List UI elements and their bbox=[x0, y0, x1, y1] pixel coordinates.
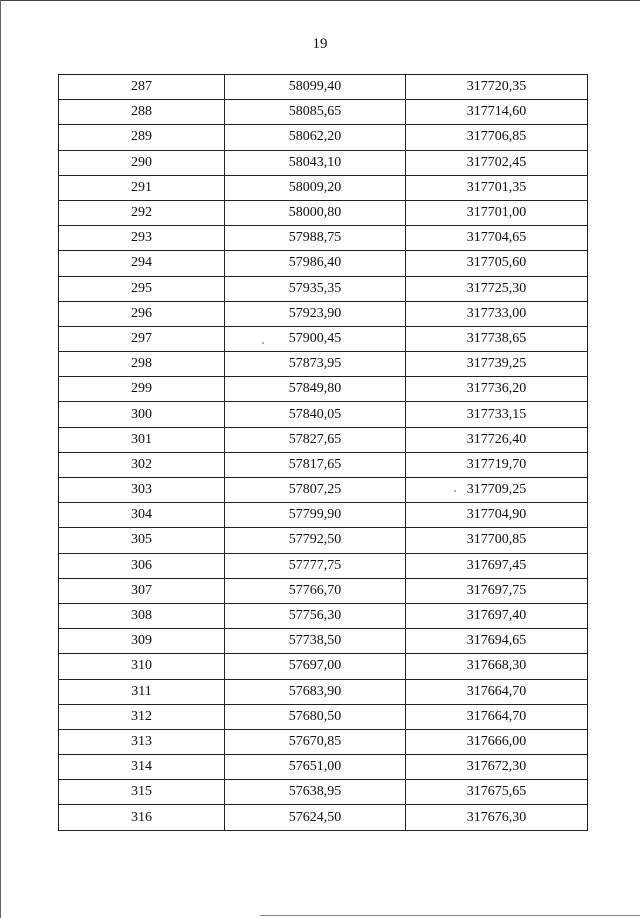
point-number-cell: 309 bbox=[59, 629, 225, 654]
x-coordinate-cell: 57738,50 bbox=[225, 629, 406, 654]
point-number-cell: 310 bbox=[59, 654, 225, 679]
point-number-cell: 290 bbox=[59, 150, 225, 175]
table-row bbox=[59, 427, 588, 452]
table-row bbox=[59, 226, 588, 251]
y-coordinate-cell: 317720,35 bbox=[406, 75, 588, 100]
table-row bbox=[59, 276, 588, 301]
y-coordinate-cell: 317733,00 bbox=[406, 301, 588, 326]
y-coordinate-cell: 317664,70 bbox=[406, 704, 588, 729]
x-coordinate-cell: 57638,95 bbox=[225, 780, 406, 805]
coordinates-table bbox=[58, 74, 588, 831]
point-number-cell: 307 bbox=[59, 578, 225, 603]
point-number-cell: 302 bbox=[59, 452, 225, 477]
page-edge-left bbox=[0, 0, 1, 918]
table-row bbox=[59, 175, 588, 200]
y-coordinate-cell: 317664,70 bbox=[406, 679, 588, 704]
point-number-cell: 314 bbox=[59, 755, 225, 780]
point-number-cell: 313 bbox=[59, 729, 225, 754]
table-row bbox=[59, 377, 588, 402]
table-row bbox=[59, 654, 588, 679]
table-row bbox=[59, 503, 588, 528]
point-number-cell: 305 bbox=[59, 528, 225, 553]
table-row bbox=[59, 805, 588, 830]
y-coordinate-cell: 317725,30 bbox=[406, 276, 588, 301]
x-coordinate-cell: 57988,75 bbox=[225, 226, 406, 251]
point-number-cell: 301 bbox=[59, 427, 225, 452]
point-number-cell: 294 bbox=[59, 251, 225, 276]
table-row bbox=[59, 251, 588, 276]
y-coordinate-cell: 317719,70 bbox=[406, 452, 588, 477]
point-number-cell: 289 bbox=[59, 125, 225, 150]
x-coordinate-cell: 57986,40 bbox=[225, 251, 406, 276]
x-coordinate-cell: 57683,90 bbox=[225, 679, 406, 704]
point-number-cell: 303 bbox=[59, 478, 225, 503]
point-number-cell: 295 bbox=[59, 276, 225, 301]
x-coordinate-cell: 58000,80 bbox=[225, 200, 406, 225]
x-coordinate-cell: 58062,20 bbox=[225, 125, 406, 150]
table-row bbox=[59, 729, 588, 754]
point-number-cell: 316 bbox=[59, 805, 225, 830]
point-number-cell: 315 bbox=[59, 780, 225, 805]
point-number-cell: 300 bbox=[59, 402, 225, 427]
y-coordinate-cell: 317697,45 bbox=[406, 553, 588, 578]
x-coordinate-cell: 58043,10 bbox=[225, 150, 406, 175]
y-coordinate-cell: 317706,85 bbox=[406, 125, 588, 150]
y-coordinate-cell: 317709,25 bbox=[406, 478, 588, 503]
table-row bbox=[59, 603, 588, 628]
page-edge-top bbox=[0, 0, 640, 1]
y-coordinate-cell: 317702,45 bbox=[406, 150, 588, 175]
x-coordinate-cell: 57697,00 bbox=[225, 654, 406, 679]
y-coordinate-cell: 317738,65 bbox=[406, 326, 588, 351]
y-coordinate-cell: 317672,30 bbox=[406, 755, 588, 780]
table-row bbox=[59, 755, 588, 780]
x-coordinate-cell: 57840,05 bbox=[225, 402, 406, 427]
table-row bbox=[59, 704, 588, 729]
point-number-cell: 308 bbox=[59, 603, 225, 628]
table-row bbox=[59, 553, 588, 578]
coordinates-table-body bbox=[59, 75, 588, 831]
x-coordinate-cell: 57792,50 bbox=[225, 528, 406, 553]
x-coordinate-cell: 57651,00 bbox=[225, 755, 406, 780]
y-coordinate-cell: 317676,30 bbox=[406, 805, 588, 830]
table-row bbox=[59, 578, 588, 603]
x-coordinate-cell: 57756,30 bbox=[225, 603, 406, 628]
table-row bbox=[59, 629, 588, 654]
table-row bbox=[59, 326, 588, 351]
x-coordinate-cell: 57680,50 bbox=[225, 704, 406, 729]
x-coordinate-cell: 57766,70 bbox=[225, 578, 406, 603]
y-coordinate-cell: 317704,90 bbox=[406, 503, 588, 528]
y-coordinate-cell: 317704,65 bbox=[406, 226, 588, 251]
table-row bbox=[59, 301, 588, 326]
table-row bbox=[59, 528, 588, 553]
point-number-cell: 292 bbox=[59, 200, 225, 225]
table-row bbox=[59, 150, 588, 175]
x-coordinate-cell: 57827,65 bbox=[225, 427, 406, 452]
x-coordinate-cell: 57670,85 bbox=[225, 729, 406, 754]
point-number-cell: 311 bbox=[59, 679, 225, 704]
point-number-cell: 287 bbox=[59, 75, 225, 100]
x-coordinate-cell: 57923,90 bbox=[225, 301, 406, 326]
point-number-cell: 304 bbox=[59, 503, 225, 528]
y-coordinate-cell: 317666,00 bbox=[406, 729, 588, 754]
y-coordinate-cell: 317733,15 bbox=[406, 402, 588, 427]
y-coordinate-cell: 317701,35 bbox=[406, 175, 588, 200]
y-coordinate-cell: 317714,60 bbox=[406, 100, 588, 125]
x-coordinate-cell: 58009,20 bbox=[225, 175, 406, 200]
x-coordinate-cell: 57849,80 bbox=[225, 377, 406, 402]
scan-speck bbox=[262, 342, 264, 344]
y-coordinate-cell: 317694,65 bbox=[406, 629, 588, 654]
y-coordinate-cell: 317736,20 bbox=[406, 377, 588, 402]
table-row bbox=[59, 478, 588, 503]
scan-speck bbox=[454, 490, 456, 492]
y-coordinate-cell: 317675,65 bbox=[406, 780, 588, 805]
table-row bbox=[59, 780, 588, 805]
point-number-cell: 288 bbox=[59, 100, 225, 125]
table-row bbox=[59, 75, 588, 100]
table-row bbox=[59, 352, 588, 377]
x-coordinate-cell: 57900,45 bbox=[225, 326, 406, 351]
point-number-cell: 299 bbox=[59, 377, 225, 402]
x-coordinate-cell: 58085,65 bbox=[225, 100, 406, 125]
x-coordinate-cell: 57799,90 bbox=[225, 503, 406, 528]
y-coordinate-cell: 317697,75 bbox=[406, 578, 588, 603]
point-number-cell: 312 bbox=[59, 704, 225, 729]
table-row bbox=[59, 679, 588, 704]
y-coordinate-cell: 317705,60 bbox=[406, 251, 588, 276]
point-number-cell: 298 bbox=[59, 352, 225, 377]
y-coordinate-cell: 317739,25 bbox=[406, 352, 588, 377]
point-number-cell: 297 bbox=[59, 326, 225, 351]
y-coordinate-cell: 317726,40 bbox=[406, 427, 588, 452]
y-coordinate-cell: 317697,40 bbox=[406, 603, 588, 628]
x-coordinate-cell: 57817,65 bbox=[225, 452, 406, 477]
table-row bbox=[59, 402, 588, 427]
x-coordinate-cell: 57935,35 bbox=[225, 276, 406, 301]
x-coordinate-cell: 58099,40 bbox=[225, 75, 406, 100]
point-number-cell: 293 bbox=[59, 226, 225, 251]
page-number: 19 bbox=[312, 36, 328, 52]
y-coordinate-cell: 317701,00 bbox=[406, 200, 588, 225]
y-coordinate-cell: 317668,30 bbox=[406, 654, 588, 679]
point-number-cell: 306 bbox=[59, 553, 225, 578]
y-coordinate-cell: 317700,85 bbox=[406, 528, 588, 553]
point-number-cell: 291 bbox=[59, 175, 225, 200]
point-number-cell: 296 bbox=[59, 301, 225, 326]
table-row bbox=[59, 452, 588, 477]
x-coordinate-cell: 57624,50 bbox=[225, 805, 406, 830]
table-row bbox=[59, 200, 588, 225]
x-coordinate-cell: 57873,95 bbox=[225, 352, 406, 377]
x-coordinate-cell: 57807,25 bbox=[225, 478, 406, 503]
page-edge-bottom bbox=[260, 915, 640, 916]
table-row bbox=[59, 125, 588, 150]
x-coordinate-cell: 57777,75 bbox=[225, 553, 406, 578]
table-row bbox=[59, 100, 588, 125]
